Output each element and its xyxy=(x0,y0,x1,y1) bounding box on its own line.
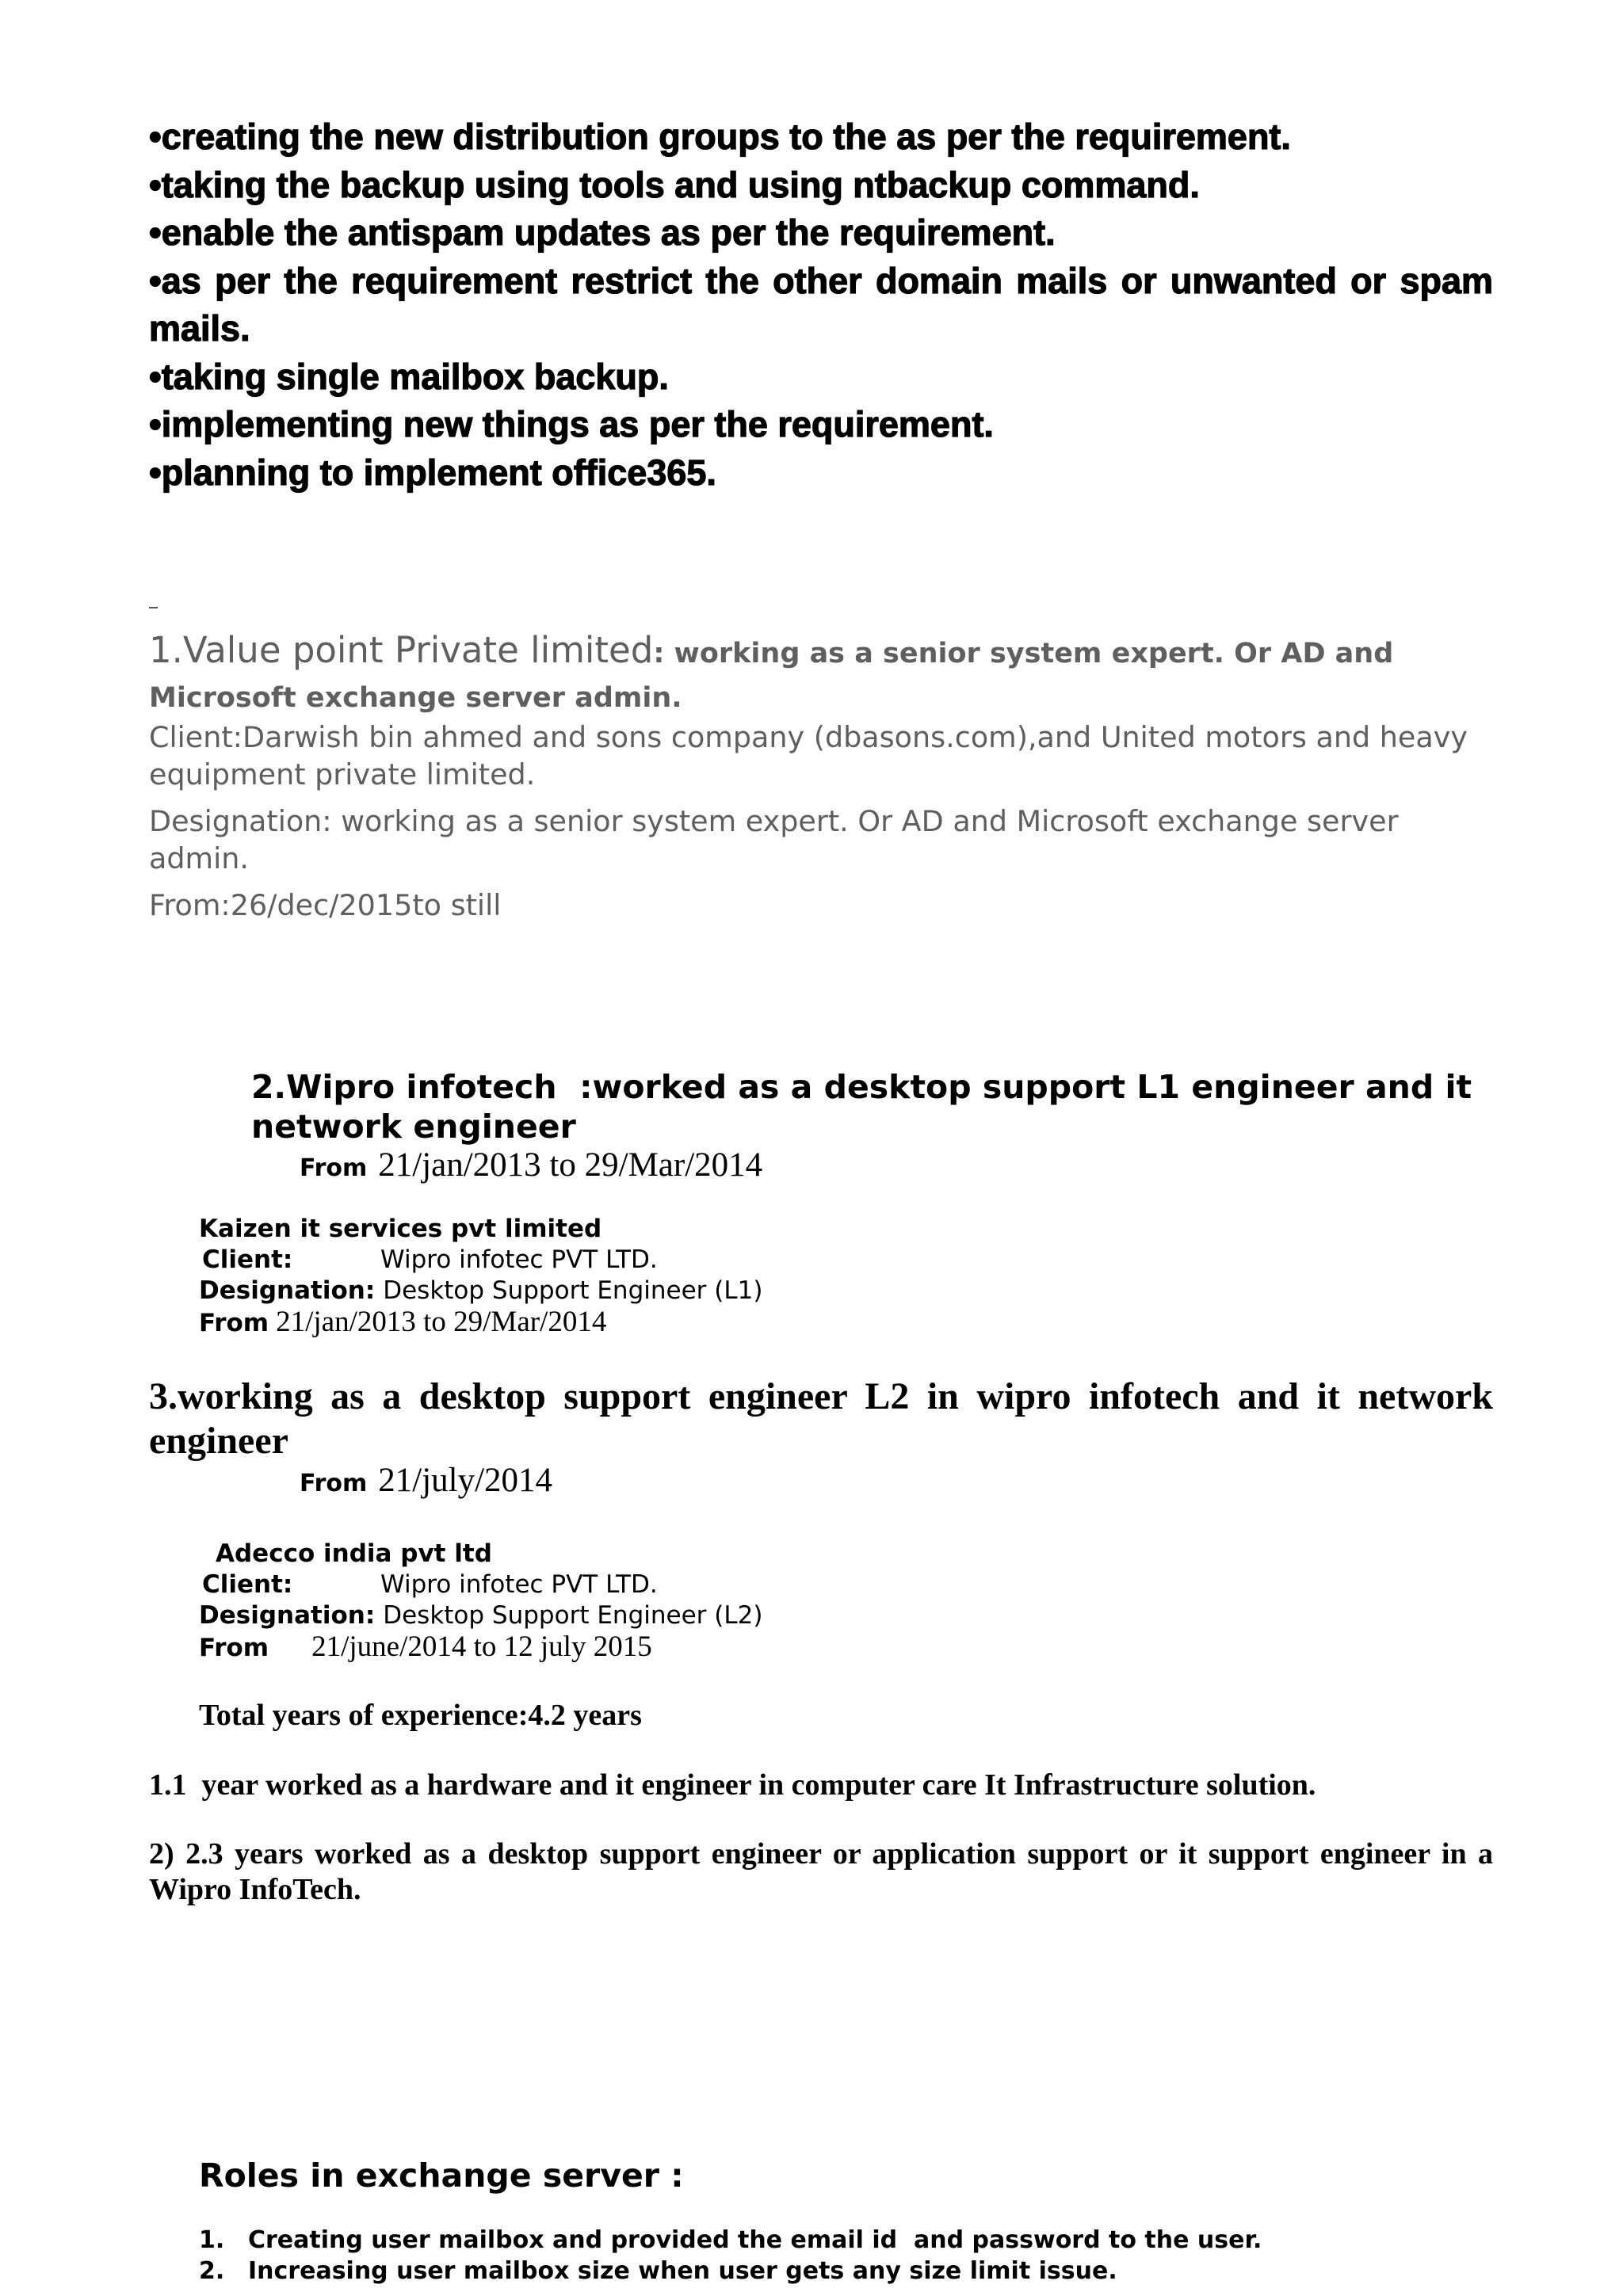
experience-1-designation: Designation: working as a senior system expert. Or AD and Microsoft exchange server admin. xyxy=(149,804,1399,875)
client-row xyxy=(199,1245,762,1276)
list-item-number: 2. xyxy=(199,2257,225,2285)
from-label: From xyxy=(300,1154,368,1182)
task-bullet-list xyxy=(149,113,1493,497)
experience-1-period: From:26/dec/2015to still xyxy=(149,888,502,922)
designation-value: Desktop Support Engineer (L1) xyxy=(383,1276,763,1305)
client-label: Client: xyxy=(202,1245,293,1274)
company-name: 1.Value point Private limited xyxy=(149,629,654,671)
period-row xyxy=(199,1306,762,1337)
employer-name: Kaizen it services pvt limited xyxy=(199,1215,602,1243)
from-date: 21/jan/2013 to 29/Mar/2014 xyxy=(378,1146,763,1184)
task-bullet: •planning to implement office365. xyxy=(149,452,716,493)
experience-2-from-line xyxy=(300,1146,763,1188)
task-bullet: •as per the requirement restrict the other domain mails or unwanted or spam mails. xyxy=(149,260,1493,349)
experience-3-employer-block xyxy=(199,1539,762,1662)
client-value: Wipro infotec PVT LTD. xyxy=(380,1570,658,1599)
experience-2-employer-block xyxy=(199,1214,762,1337)
designation-label: Designation: xyxy=(199,1601,376,1630)
designation-row xyxy=(199,1600,762,1631)
period-value: 21/jan/2013 to 29/Mar/2014 xyxy=(276,1306,607,1338)
list-item-number: 1. xyxy=(199,2226,225,2254)
period-label: From xyxy=(199,1309,269,1337)
designation-row xyxy=(199,1276,762,1306)
list-item xyxy=(199,2256,1493,2286)
list-item xyxy=(199,2225,1493,2256)
experience-3-heading: 3.working as a desktop support engineer L2 in wipro infotech and it network engineer xyxy=(149,1375,1493,1462)
from-date: 21/july/2014 xyxy=(378,1462,553,1499)
experience-1-client: Client:Darwish bin ahmed and sons company (dbasons.com),and United motors and heavy equipment private limited. xyxy=(149,720,1468,791)
period-row xyxy=(199,1631,762,1662)
experience-1-heading xyxy=(149,631,1488,723)
summary-line-2: 2) 2.3 years worked as a desktop support engineer or application support or it support engineer in a Wipro InfoTech. xyxy=(149,1836,1493,1906)
experience-3-from-line xyxy=(300,1462,553,1504)
employer-name: Adecco india pvt ltd xyxy=(216,1539,492,1568)
stray-dash-mark xyxy=(149,607,158,608)
period-value: 21/june/2014 to 12 july 2015 xyxy=(311,1630,652,1663)
experience-2-heading: 2.Wipro infotech :worked as a desktop support L1 engineer and it network engineer xyxy=(251,1068,1484,1146)
client-label: Client: xyxy=(202,1570,293,1599)
task-bullet: •implementing new things as per the requirement. xyxy=(149,404,994,444)
roles-list xyxy=(199,2225,1493,2286)
designation-value: Desktop Support Engineer (L2) xyxy=(383,1601,763,1630)
period-label: From xyxy=(199,1634,269,1662)
task-bullet: •taking the backup using tools and using ntbackup command. xyxy=(149,164,1200,205)
summary-line-1: 1.1 year worked as a hardware and it engineer in computer care It Infrastructure solution. xyxy=(149,1768,1316,1802)
total-experience: Total years of experience:4.2 years xyxy=(199,1699,642,1732)
task-bullet: •enable the antispam updates as per the requirement. xyxy=(149,212,1056,253)
from-label: From xyxy=(300,1470,368,1497)
task-bullet: •creating the new distribution groups to the as per the requirement. xyxy=(149,116,1291,157)
client-row xyxy=(199,1569,762,1600)
roles-section-title: Roles in exchange server : xyxy=(199,2157,684,2195)
role-description: : working as a senior system expert. Or AD and Microsoft exchange server admin. xyxy=(149,638,1394,714)
client-value: Wipro infotec PVT LTD. xyxy=(380,1245,658,1274)
designation-label: Designation: xyxy=(199,1276,376,1305)
list-item-text: Increasing user mailbox size when user gets any size limit issue. xyxy=(248,2257,1117,2285)
list-item-text: Creating user mailbox and provided the email id and password to the user. xyxy=(248,2226,1262,2254)
task-bullet: •taking single mailbox backup. xyxy=(149,356,669,397)
